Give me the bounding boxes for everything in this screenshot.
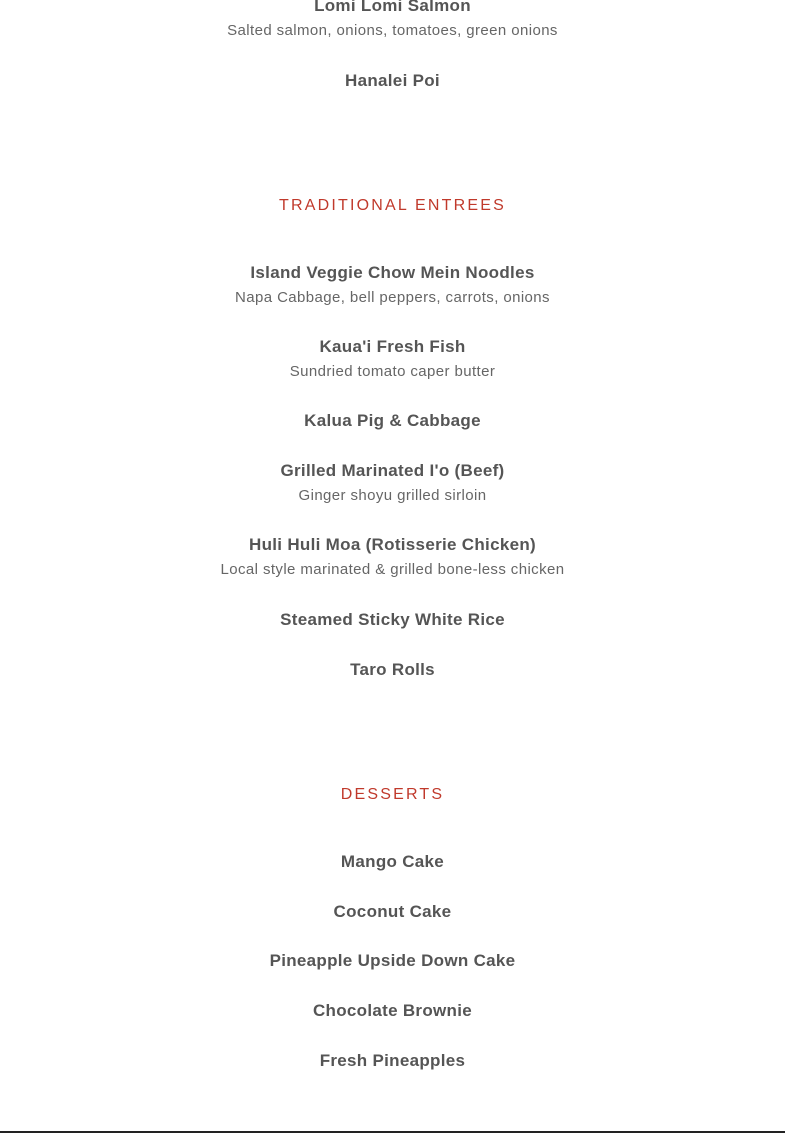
- menu-item-name: Chocolate Brownie: [312, 1001, 473, 1020]
- menu-item-name: Kaua'i Fresh Fish: [319, 337, 466, 356]
- menu-item-description: Napa Cabbage, bell peppers, carrots, onions: [235, 289, 550, 306]
- menu-item-description: Salted salmon, onions, tomatoes, green onions: [227, 22, 558, 39]
- menu-item-name: Taro Rolls: [350, 660, 435, 679]
- menu-item-name: Pineapple Upside Down Cake: [269, 951, 516, 970]
- menu-item-name: Huli Huli Moa (Rotisserie Chicken): [249, 535, 536, 554]
- section-heading-entrees: TRADITIONAL ENTREES: [278, 197, 506, 214]
- menu-item-name: Lomi Lomi Salmon: [314, 0, 471, 15]
- section-heading-desserts: DESSERTS: [340, 786, 445, 803]
- menu-item-name: Grilled Marinated I'o (Beef): [280, 461, 505, 480]
- menu-item-name: Hanalei Poi: [345, 71, 440, 90]
- menu-item-description: Local style marinated & grilled bone-less chicken: [220, 561, 565, 578]
- menu-item-name: Steamed Sticky White Rice: [280, 610, 505, 629]
- menu-item-description: Sundried tomato caper butter: [289, 363, 496, 380]
- menu-item-name: Mango Cake: [340, 852, 445, 871]
- menu-item-name: Island Veggie Chow Mein Noodles: [250, 263, 535, 282]
- menu-item-name: Kalua Pig & Cabbage: [304, 411, 481, 430]
- menu-item-name: Fresh Pineapples: [319, 1051, 466, 1070]
- menu-item-name: Coconut Cake: [333, 902, 452, 921]
- menu-item-description: Ginger shoyu grilled sirloin: [298, 487, 487, 504]
